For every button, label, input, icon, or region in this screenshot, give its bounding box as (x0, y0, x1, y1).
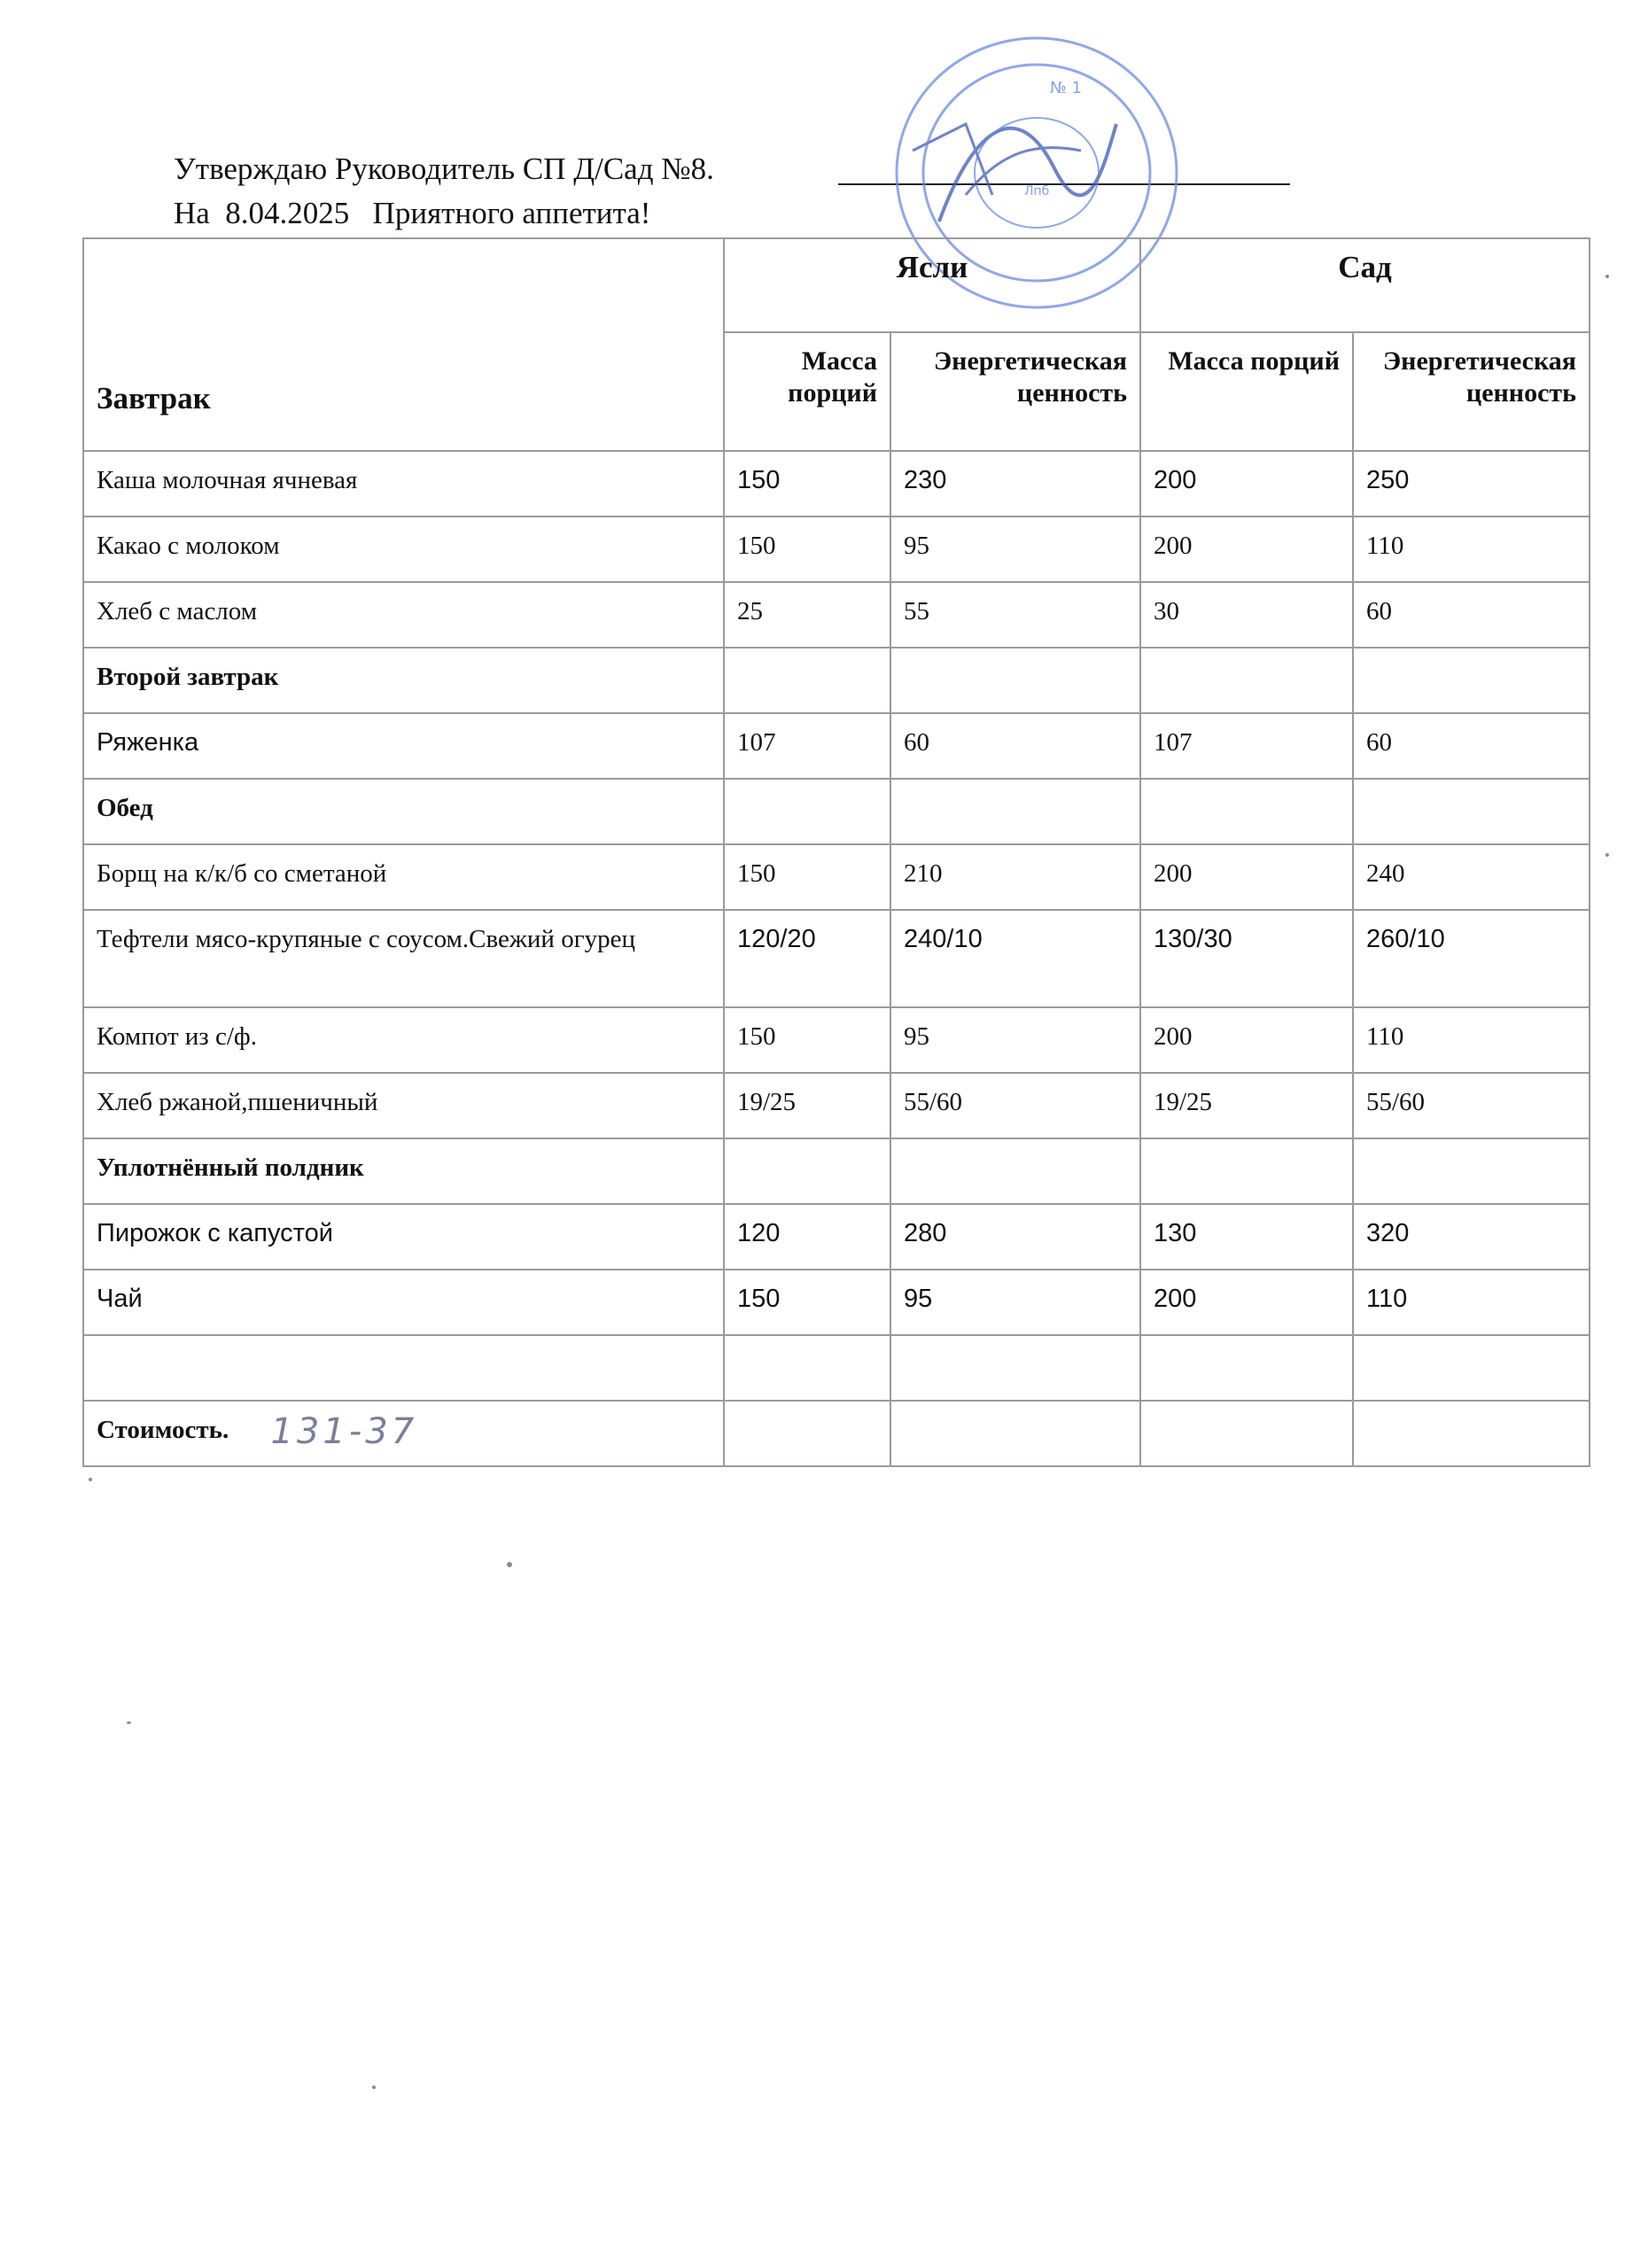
cell-value: 19/25 (724, 1073, 890, 1138)
scan-speck (89, 1478, 92, 1481)
table-row (83, 582, 1590, 648)
meal-header: Завтрак (83, 238, 724, 451)
dish-name: Пирожок с капустой (83, 1204, 724, 1270)
cell-value (1353, 1401, 1590, 1466)
scan-speck (127, 1721, 131, 1724)
dish-name: Какао с молоком (83, 517, 724, 582)
table-row (83, 1401, 1590, 1466)
cell-value: 107 (724, 713, 890, 779)
signature-line (838, 183, 1290, 185)
subheader-energy-value: Энергетическая ценность (1353, 332, 1590, 451)
cell-value (724, 648, 890, 713)
table-row (83, 1204, 1590, 1270)
cell-value (1140, 1401, 1353, 1466)
dish-name: Хлеб ржаной,пшеничный (83, 1073, 724, 1138)
table-row (83, 517, 1590, 582)
cell-value: 60 (890, 713, 1140, 779)
cell-value: 25 (724, 582, 890, 648)
cell-value (724, 1401, 890, 1466)
scan-speck (1605, 853, 1609, 857)
scan-speck (507, 1562, 512, 1567)
cell-value: 200 (1140, 451, 1353, 517)
cell-value: 95 (890, 1270, 1140, 1335)
cell-value (724, 1138, 890, 1204)
cell-value (890, 779, 1140, 844)
cell-value: 150 (724, 1007, 890, 1073)
dish-name: Компот из с/ф. (83, 1007, 724, 1073)
cost-cell (83, 1401, 724, 1466)
cell-value: 30 (1140, 582, 1353, 648)
cell-value (1140, 1335, 1353, 1401)
cell-value: 60 (1353, 713, 1590, 779)
table-row (83, 910, 1590, 1007)
section-title: Второй завтрак (83, 648, 724, 713)
dish-name: Тефтели мясо-крупяные с соусом.Свежий огурец (83, 910, 724, 1007)
cell-value: 110 (1353, 1270, 1590, 1335)
date-line: На 8.04.2025 Приятного аппетита! (174, 196, 651, 230)
cell-value: 130/30 (1140, 910, 1353, 1007)
table-row (83, 1335, 1590, 1401)
stamp-inner-text: Лпб (1024, 184, 1050, 198)
table-row (83, 779, 1590, 844)
subheader-portion-mass: Масса порций (1140, 332, 1353, 451)
cell-value: 150 (724, 1270, 890, 1335)
stamp-number-text: № 1 (1050, 79, 1082, 97)
cell-value: 110 (1353, 1007, 1590, 1073)
cell-value: 55/60 (1353, 1073, 1590, 1138)
cell-value (1140, 648, 1353, 713)
cell-value: 240 (1353, 844, 1590, 910)
cell-value: 19/25 (1140, 1073, 1353, 1138)
cell-value (890, 1335, 1140, 1401)
scan-speck (372, 2085, 376, 2089)
cell-value (890, 648, 1140, 713)
table-row (83, 844, 1590, 910)
cost-handwritten: 131-37 (270, 1411, 418, 1453)
dish-name (83, 1335, 724, 1401)
cell-value: 280 (890, 1204, 1140, 1270)
cell-value: 120 (724, 1204, 890, 1270)
scan-speck (1605, 275, 1609, 278)
table-row (83, 1270, 1590, 1335)
cell-value: 240/10 (890, 910, 1140, 1007)
cell-value (1353, 1335, 1590, 1401)
cell-value: 130 (1140, 1204, 1353, 1270)
approval-line: Утверждаю Руководитель СП Д/Сад №8. (174, 151, 714, 186)
cell-value (1353, 1138, 1590, 1204)
dish-name: Ряженка (83, 713, 724, 779)
dish-name: Чай (83, 1270, 724, 1335)
section-title: Обед (83, 779, 724, 844)
menu-table (82, 237, 1590, 1467)
dish-name: Хлеб с маслом (83, 582, 724, 648)
cell-value (1140, 1138, 1353, 1204)
cell-value: 200 (1140, 1270, 1353, 1335)
cell-value: 320 (1353, 1204, 1590, 1270)
dish-name: Каша молочная ячневая (83, 451, 724, 517)
cell-value (1140, 779, 1353, 844)
cell-value: 150 (724, 451, 890, 517)
table-row (83, 1073, 1590, 1138)
subheader-energy-value: Энергетическая ценность (890, 332, 1140, 451)
section-title: Уплотнённый полдник (83, 1138, 724, 1204)
cell-value: 95 (890, 517, 1140, 582)
cost-label: Стоимость. (97, 1416, 229, 1444)
cell-value: 200 (1140, 517, 1353, 582)
cell-value: 230 (890, 451, 1140, 517)
table-row (83, 451, 1590, 517)
cell-value (890, 1138, 1140, 1204)
dish-name: Борщ на к/к/б со сметаной (83, 844, 724, 910)
subheader-portion-mass: Масса порций (724, 332, 890, 451)
cell-value: 55 (890, 582, 1140, 648)
cell-value: 260/10 (1353, 910, 1590, 1007)
cell-value: 200 (1140, 1007, 1353, 1073)
cell-value: 120/20 (724, 910, 890, 1007)
table-row (83, 1138, 1590, 1204)
cell-value: 95 (890, 1007, 1140, 1073)
cell-value: 210 (890, 844, 1140, 910)
cell-value: 110 (1353, 517, 1590, 582)
cell-value (724, 1335, 890, 1401)
group-header-kindergarten: Сад (1140, 238, 1590, 332)
table-row (83, 713, 1590, 779)
cell-value: 107 (1140, 713, 1353, 779)
cell-value: 150 (724, 517, 890, 582)
cell-value: 55/60 (890, 1073, 1140, 1138)
table-row (83, 648, 1590, 713)
cell-value: 200 (1140, 844, 1353, 910)
cell-value (724, 779, 890, 844)
cell-value (1353, 648, 1590, 713)
cell-value: 150 (724, 844, 890, 910)
cell-value: 250 (1353, 451, 1590, 517)
cell-value (890, 1401, 1140, 1466)
cell-value (1353, 779, 1590, 844)
cell-value: 60 (1353, 582, 1590, 648)
group-header-nursery: Ясли (724, 238, 1140, 332)
table-row (83, 1007, 1590, 1073)
